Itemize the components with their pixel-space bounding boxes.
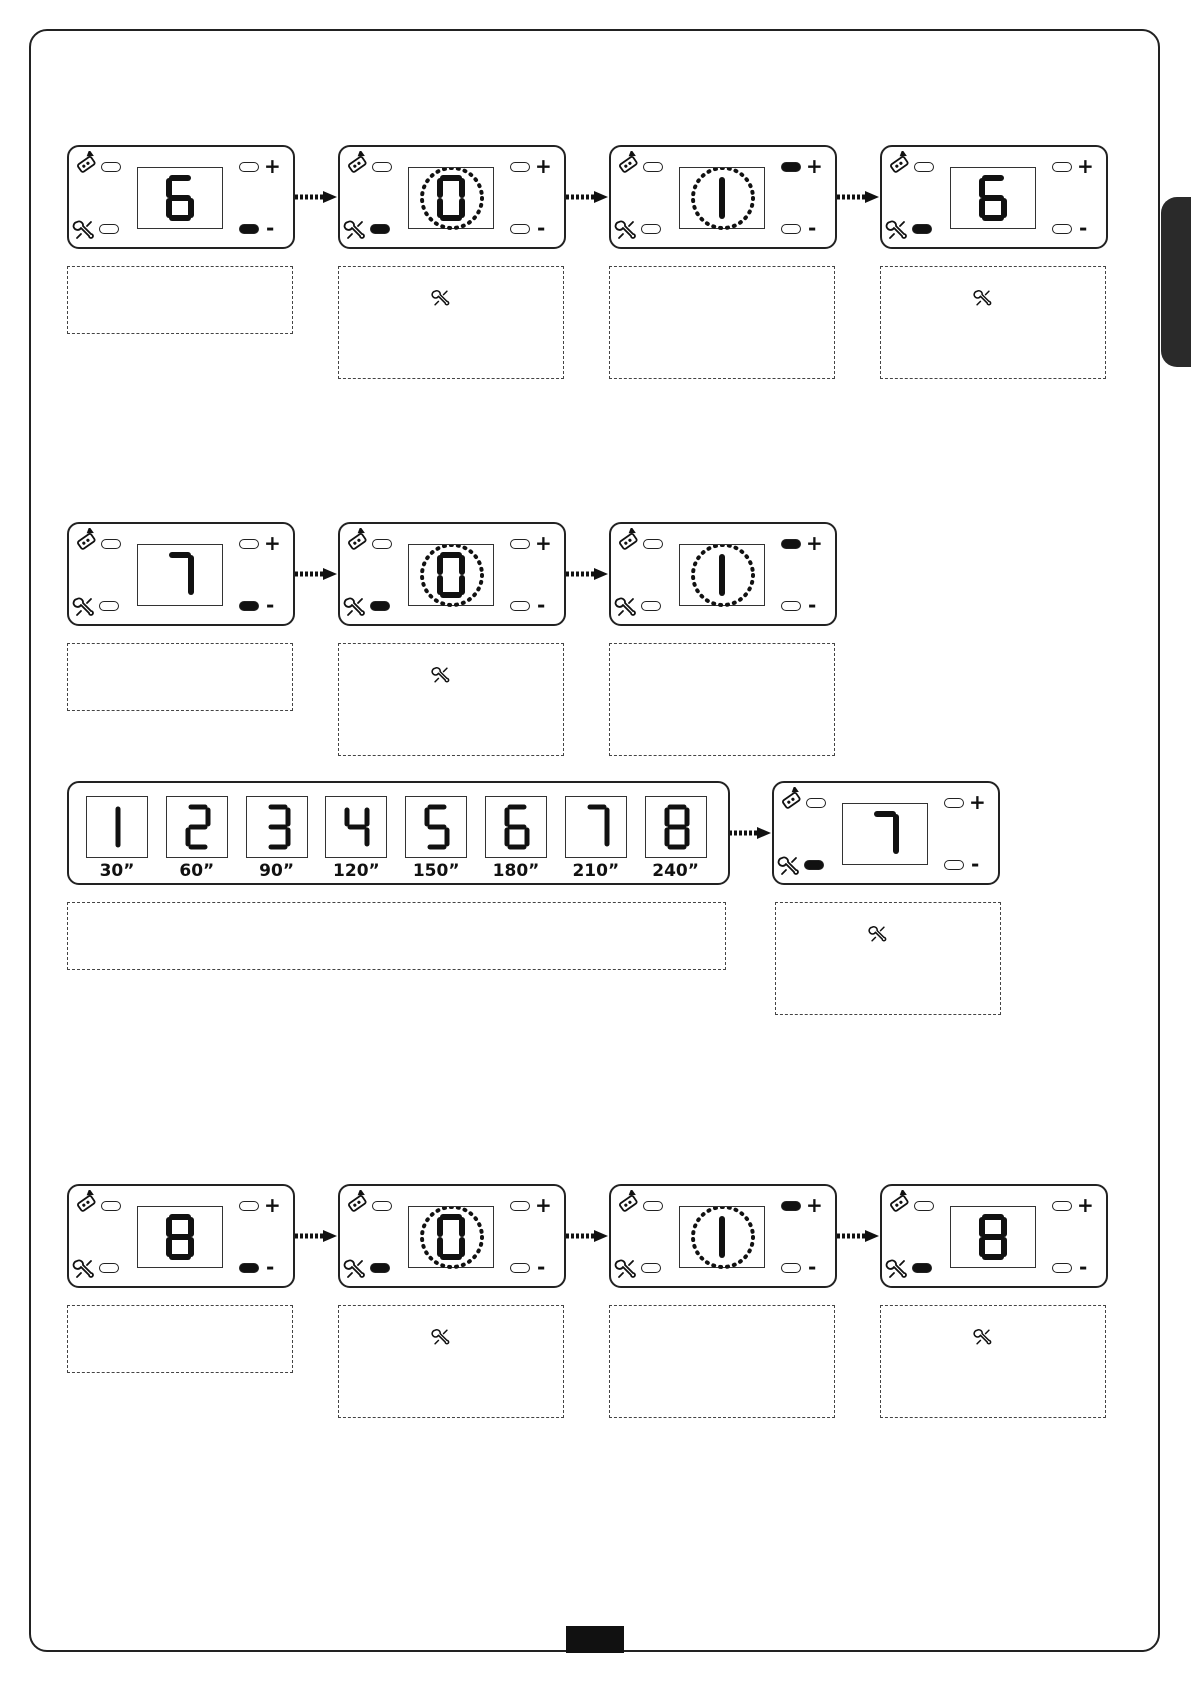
plus-led[interactable]	[781, 1201, 801, 1211]
wrench-led	[370, 1263, 390, 1273]
lcd-display	[679, 1206, 765, 1268]
minus-led[interactable]	[510, 1263, 530, 1273]
page-number-tab	[566, 1626, 624, 1653]
lcd-digit	[409, 1207, 495, 1269]
plus-led[interactable]	[944, 798, 964, 808]
plus-led[interactable]	[510, 162, 530, 172]
remote-icon	[73, 528, 99, 554]
time-option-label: 60”	[179, 861, 215, 881]
remote-icon	[886, 1190, 912, 1216]
wrench-led	[912, 224, 932, 234]
time-option-label: 240”	[652, 861, 699, 881]
plus-sign: +	[806, 1193, 823, 1217]
note-box	[338, 1305, 564, 1418]
plus-led[interactable]	[239, 162, 259, 172]
wrench-icon	[884, 1256, 910, 1282]
plus-led[interactable]	[510, 539, 530, 549]
time-option-cell	[86, 796, 148, 858]
time-option-label: 90”	[259, 861, 295, 881]
dotted-arrow-icon	[835, 1229, 881, 1243]
remote-led	[101, 539, 121, 549]
lcd-digit	[951, 168, 1037, 230]
dotted-arrow-icon	[835, 190, 881, 204]
minus-sign: -	[1079, 216, 1088, 240]
remote-led	[643, 1201, 663, 1211]
remote-icon	[886, 151, 912, 177]
wrench-icon	[613, 594, 639, 620]
minus-sign: -	[808, 593, 817, 617]
minus-led[interactable]	[781, 601, 801, 611]
note-box	[338, 266, 564, 379]
lcd-display	[137, 544, 223, 606]
lcd-display	[950, 167, 1036, 229]
note-box	[67, 902, 726, 970]
remote-icon	[73, 151, 99, 177]
control-panel	[338, 145, 566, 249]
lcd-digit	[409, 545, 495, 607]
remote-led	[914, 162, 934, 172]
wrench-icon	[430, 1326, 452, 1348]
control-panel	[67, 522, 295, 626]
control-panel	[880, 145, 1108, 249]
lcd-digit	[409, 168, 495, 230]
wrench-icon	[884, 217, 910, 243]
minus-led[interactable]	[781, 224, 801, 234]
plus-sign: +	[806, 531, 823, 555]
minus-sign: -	[808, 216, 817, 240]
minus-led[interactable]	[1052, 224, 1072, 234]
wrench-led	[912, 1263, 932, 1273]
time-option-digit	[87, 797, 149, 859]
plus-sign: +	[264, 531, 281, 555]
plus-sign: +	[535, 531, 552, 555]
note-box	[67, 266, 293, 334]
minus-sign: -	[266, 216, 275, 240]
plus-led[interactable]	[1052, 162, 1072, 172]
wrench-led	[99, 224, 119, 234]
minus-sign: -	[1079, 1255, 1088, 1279]
lcd-digit	[680, 168, 766, 230]
time-option-label: 180”	[492, 861, 540, 881]
dotted-arrow-icon	[293, 190, 339, 204]
remote-led	[643, 539, 663, 549]
time-option-cell	[485, 796, 547, 858]
remote-led	[643, 162, 663, 172]
time-option-strip	[67, 781, 730, 885]
dotted-arrow-icon	[293, 567, 339, 581]
plus-led[interactable]	[239, 539, 259, 549]
remote-led	[806, 798, 826, 808]
note-box	[609, 643, 835, 756]
time-option-cell	[166, 796, 228, 858]
minus-sign: -	[266, 1255, 275, 1279]
time-option-label: 210”	[572, 861, 620, 881]
control-panel	[772, 781, 1000, 885]
control-panel	[338, 522, 566, 626]
time-option-digit	[646, 797, 708, 859]
control-panel	[338, 1184, 566, 1288]
note-box	[880, 1305, 1106, 1418]
lcd-display	[137, 167, 223, 229]
minus-sign: -	[971, 852, 980, 876]
lcd-digit	[680, 1207, 766, 1269]
minus-led[interactable]	[239, 224, 259, 234]
control-panel	[609, 1184, 837, 1288]
wrench-led	[804, 860, 824, 870]
wrench-icon	[71, 594, 97, 620]
control-panel	[609, 522, 837, 626]
lcd-display	[137, 1206, 223, 1268]
note-box	[609, 266, 835, 379]
wrench-icon	[972, 1326, 994, 1348]
wrench-led	[641, 1263, 661, 1273]
remote-icon	[344, 528, 370, 554]
lcd-display	[679, 167, 765, 229]
wrench-icon	[71, 1256, 97, 1282]
wrench-led	[641, 601, 661, 611]
plus-led[interactable]	[1052, 1201, 1072, 1211]
wrench-icon	[430, 287, 452, 309]
time-option-digit	[326, 797, 388, 859]
wrench-icon	[71, 217, 97, 243]
time-option-digit	[406, 797, 468, 859]
dotted-arrow-icon	[727, 826, 773, 840]
control-panel	[67, 145, 295, 249]
note-box	[775, 902, 1001, 1015]
wrench-icon	[776, 853, 802, 879]
minus-led[interactable]	[239, 1263, 259, 1273]
time-option-label: 150”	[412, 861, 460, 881]
minus-led[interactable]	[510, 601, 530, 611]
plus-sign: +	[535, 1193, 552, 1217]
edge-thumb-tab	[1161, 197, 1191, 367]
lcd-digit	[843, 804, 929, 866]
lcd-display	[408, 167, 494, 229]
minus-led[interactable]	[510, 224, 530, 234]
plus-led[interactable]	[781, 539, 801, 549]
plus-sign: +	[264, 154, 281, 178]
remote-led	[914, 1201, 934, 1211]
remote-icon	[73, 1190, 99, 1216]
lcd-digit	[138, 1207, 224, 1269]
time-option-digit	[486, 797, 548, 859]
plus-sign: +	[969, 790, 986, 814]
lcd-display	[842, 803, 928, 865]
note-box	[880, 266, 1106, 379]
remote-icon	[778, 787, 804, 813]
remote-icon	[615, 528, 641, 554]
minus-led[interactable]	[239, 601, 259, 611]
time-option-cell	[645, 796, 707, 858]
wrench-icon	[342, 594, 368, 620]
wrench-led	[99, 1263, 119, 1273]
minus-led[interactable]	[1052, 1263, 1072, 1273]
lcd-digit	[138, 168, 224, 230]
dotted-arrow-icon	[564, 190, 610, 204]
remote-led	[372, 1201, 392, 1211]
plus-sign: +	[1077, 154, 1094, 178]
lcd-display	[408, 544, 494, 606]
wrench-icon	[342, 217, 368, 243]
minus-sign: -	[808, 1255, 817, 1279]
dotted-arrow-icon	[564, 567, 610, 581]
plus-sign: +	[1077, 1193, 1094, 1217]
wrench-icon	[342, 1256, 368, 1282]
plus-led[interactable]	[510, 1201, 530, 1211]
minus-sign: -	[537, 593, 546, 617]
wrench-led	[641, 224, 661, 234]
remote-led	[372, 539, 392, 549]
plus-sign: +	[264, 1193, 281, 1217]
plus-sign: +	[535, 154, 552, 178]
time-option-label: 120”	[333, 861, 380, 881]
control-panel	[67, 1184, 295, 1288]
note-box	[338, 643, 564, 756]
dotted-arrow-icon	[564, 1229, 610, 1243]
remote-led	[101, 162, 121, 172]
lcd-display	[408, 1206, 494, 1268]
control-panel	[609, 145, 837, 249]
lcd-digit	[680, 545, 766, 607]
remote-led	[372, 162, 392, 172]
minus-sign: -	[537, 1255, 546, 1279]
remote-icon	[344, 1190, 370, 1216]
plus-led[interactable]	[239, 1201, 259, 1211]
minus-led[interactable]	[781, 1263, 801, 1273]
lcd-display	[950, 1206, 1036, 1268]
time-option-cell	[565, 796, 627, 858]
plus-led[interactable]	[781, 162, 801, 172]
time-option-cell	[325, 796, 387, 858]
remote-led	[101, 1201, 121, 1211]
wrench-led	[99, 601, 119, 611]
time-option-cell	[405, 796, 467, 858]
wrench-led	[370, 601, 390, 611]
note-box	[67, 1305, 293, 1373]
wrench-icon	[430, 664, 452, 686]
minus-sign: -	[537, 216, 546, 240]
time-option-cell	[246, 796, 308, 858]
remote-icon	[344, 151, 370, 177]
wrench-icon	[613, 217, 639, 243]
wrench-icon	[613, 1256, 639, 1282]
time-option-digit	[566, 797, 628, 859]
minus-led[interactable]	[944, 860, 964, 870]
plus-sign: +	[806, 154, 823, 178]
lcd-digit	[951, 1207, 1037, 1269]
time-option-digit	[167, 797, 229, 859]
note-box	[67, 643, 293, 711]
wrench-icon	[972, 287, 994, 309]
remote-icon	[615, 1190, 641, 1216]
dotted-arrow-icon	[293, 1229, 339, 1243]
control-panel	[880, 1184, 1108, 1288]
lcd-display	[679, 544, 765, 606]
note-box	[609, 1305, 835, 1418]
lcd-digit	[138, 545, 224, 607]
time-option-label: 30”	[99, 861, 135, 881]
wrench-led	[370, 224, 390, 234]
time-option-digit	[247, 797, 309, 859]
wrench-icon	[867, 923, 889, 945]
minus-sign: -	[266, 593, 275, 617]
remote-icon	[615, 151, 641, 177]
